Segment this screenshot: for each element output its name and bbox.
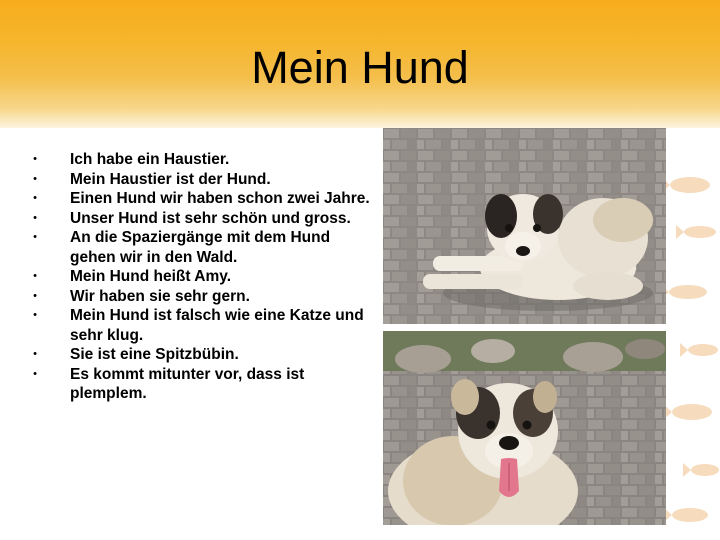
bullet-marker: • bbox=[33, 270, 37, 282]
dog-portrait-tongue-out-photo bbox=[383, 331, 666, 525]
bullet-list bbox=[30, 150, 380, 404]
slide-title: Mein Hund bbox=[251, 42, 469, 93]
bullet-marker: • bbox=[33, 172, 37, 185]
bullet-text: An die Spaziergänge mit dem Hund gehen wir in den Wald. bbox=[70, 229, 331, 266]
bullet-item bbox=[30, 287, 380, 307]
bullet-text: Sie ist eine Spitzbübin. bbox=[70, 346, 239, 363]
bullet-item bbox=[30, 267, 380, 287]
bullet-marker: • bbox=[33, 192, 37, 204]
bullet-marker: • bbox=[33, 289, 37, 302]
bullet-marker: • bbox=[33, 211, 37, 224]
bullet-text: Mein Hund ist falsch wie eine Katze und sehr klug. bbox=[70, 307, 364, 344]
bullet-text: Mein Hund heißt Amy. bbox=[70, 268, 232, 285]
bullet-item bbox=[30, 345, 380, 365]
bullet-text: Ich habe ein Haustier. bbox=[70, 151, 230, 168]
bullet-item bbox=[30, 170, 380, 190]
bullet-marker: • bbox=[33, 367, 37, 380]
dog-lying-on-pavement-photo bbox=[383, 128, 666, 324]
bullet-marker: • bbox=[33, 309, 37, 321]
bullet-text: Es kommt mitunter vor, dass ist plemplem. bbox=[70, 365, 305, 402]
bullet-item bbox=[30, 306, 380, 345]
bullet-text: Mein Haustier ist der Hund. bbox=[70, 170, 271, 188]
bullet-item bbox=[30, 209, 380, 229]
bullet-item bbox=[30, 365, 380, 404]
bullet-marker: • bbox=[33, 348, 37, 360]
bullet-item bbox=[30, 228, 380, 267]
bullet-marker: • bbox=[33, 231, 37, 243]
bullet-text: Einen Hund wir haben schon zwei Jahre. bbox=[70, 190, 370, 207]
bullet-text: Unser Hund ist sehr schön und gross. bbox=[70, 209, 351, 227]
bullet-item bbox=[30, 189, 380, 209]
bullet-text: Wir haben sie sehr gern. bbox=[70, 287, 250, 305]
bullet-marker: • bbox=[33, 153, 37, 165]
bullet-item bbox=[30, 150, 380, 170]
